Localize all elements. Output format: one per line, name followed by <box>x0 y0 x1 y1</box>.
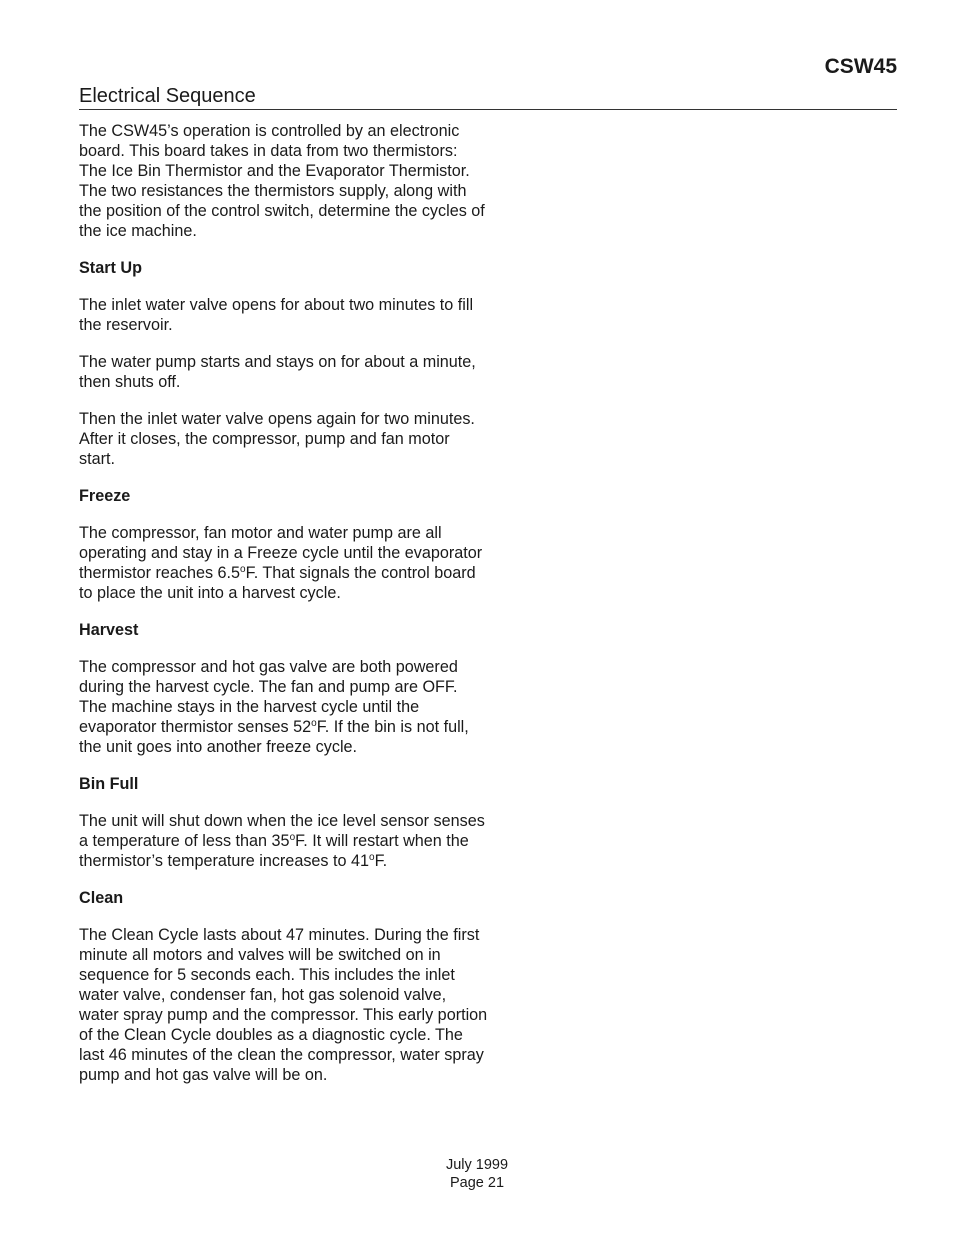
model-label: CSW45 <box>824 55 897 78</box>
clean-heading: Clean <box>79 889 124 907</box>
footer-date: July 1999 <box>445 1157 509 1173</box>
bin-full-text-a: The unit will shut down when the ice level sensor senses a temperature of less than 35 <box>79 812 485 850</box>
degree-symbol: o <box>311 718 317 729</box>
section-title: Electrical Sequence <box>79 84 897 110</box>
start-up-paragraph-1: The inlet water valve opens for about two minutes to fill the reservoir. <box>79 296 474 334</box>
freeze-text-a: The compressor, fan motor and water pump are all operating and stay in a Freeze cycle until the evaporator thermistor reaches 6.5 <box>79 524 483 582</box>
main-content <box>79 121 489 1102</box>
footer-page-number: Page 21 <box>449 1175 505 1191</box>
harvest-text-a: The compressor and hot gas valve are both powered during the harvest cycle. The fan and pump are OFF. The machine stays in the harvest cycle until the evaporator thermistor senses 52 <box>79 658 458 736</box>
harvest-heading: Harvest <box>79 621 139 639</box>
bin-full-heading: Bin Full <box>79 775 139 793</box>
degree-symbol: o <box>369 852 375 863</box>
freeze-paragraph <box>79 523 489 603</box>
page-footer <box>377 1156 577 1192</box>
bin-full-text-b: F. It will restart when the thermistor’s temperature increases to 41 <box>79 832 469 870</box>
start-up-heading: Start Up <box>79 259 142 277</box>
degree-symbol: o <box>289 832 296 843</box>
bin-full-text-c: F. <box>374 852 388 870</box>
start-up-paragraph-2: The water pump starts and stays on for about a minute, then shuts off. <box>79 353 476 391</box>
harvest-text-b: F. If the bin is not full, the unit goes into another freeze cycle. <box>79 718 469 756</box>
degree-symbol: o <box>240 564 246 575</box>
bin-full-paragraph <box>79 811 489 871</box>
intro-paragraph: The CSW45’s operation is controlled by an electronic board. This board takes in data from two thermistors: The Ice Bin Thermistor and the Evaporator Thermistor. The two resistances the thermistors supply, along with the position of the control switch, determine the cycles of the ice machine. <box>79 122 485 240</box>
start-up-paragraph-3: Then the inlet water valve opens again for two minutes. After it closes, the compressor, pump and fan motor start. <box>79 410 475 468</box>
harvest-paragraph <box>79 657 489 757</box>
freeze-text-b: F. That signals the control board to place the unit into a harvest cycle. <box>79 564 476 602</box>
freeze-heading: Freeze <box>79 487 131 505</box>
clean-paragraph: The Clean Cycle lasts about 47 minutes. During the first minute all motors and valves will be switched on in sequence for 5 seconds each. This includes the inlet water valve, condenser fan, hot gas solenoid valve, water spray pump and the compressor. This early portion of the Clean Cycle doubles as a diagnostic cycle. The last 46 minutes of the clean the compressor, water spray pump and hot gas valve will be on. <box>79 926 488 1084</box>
